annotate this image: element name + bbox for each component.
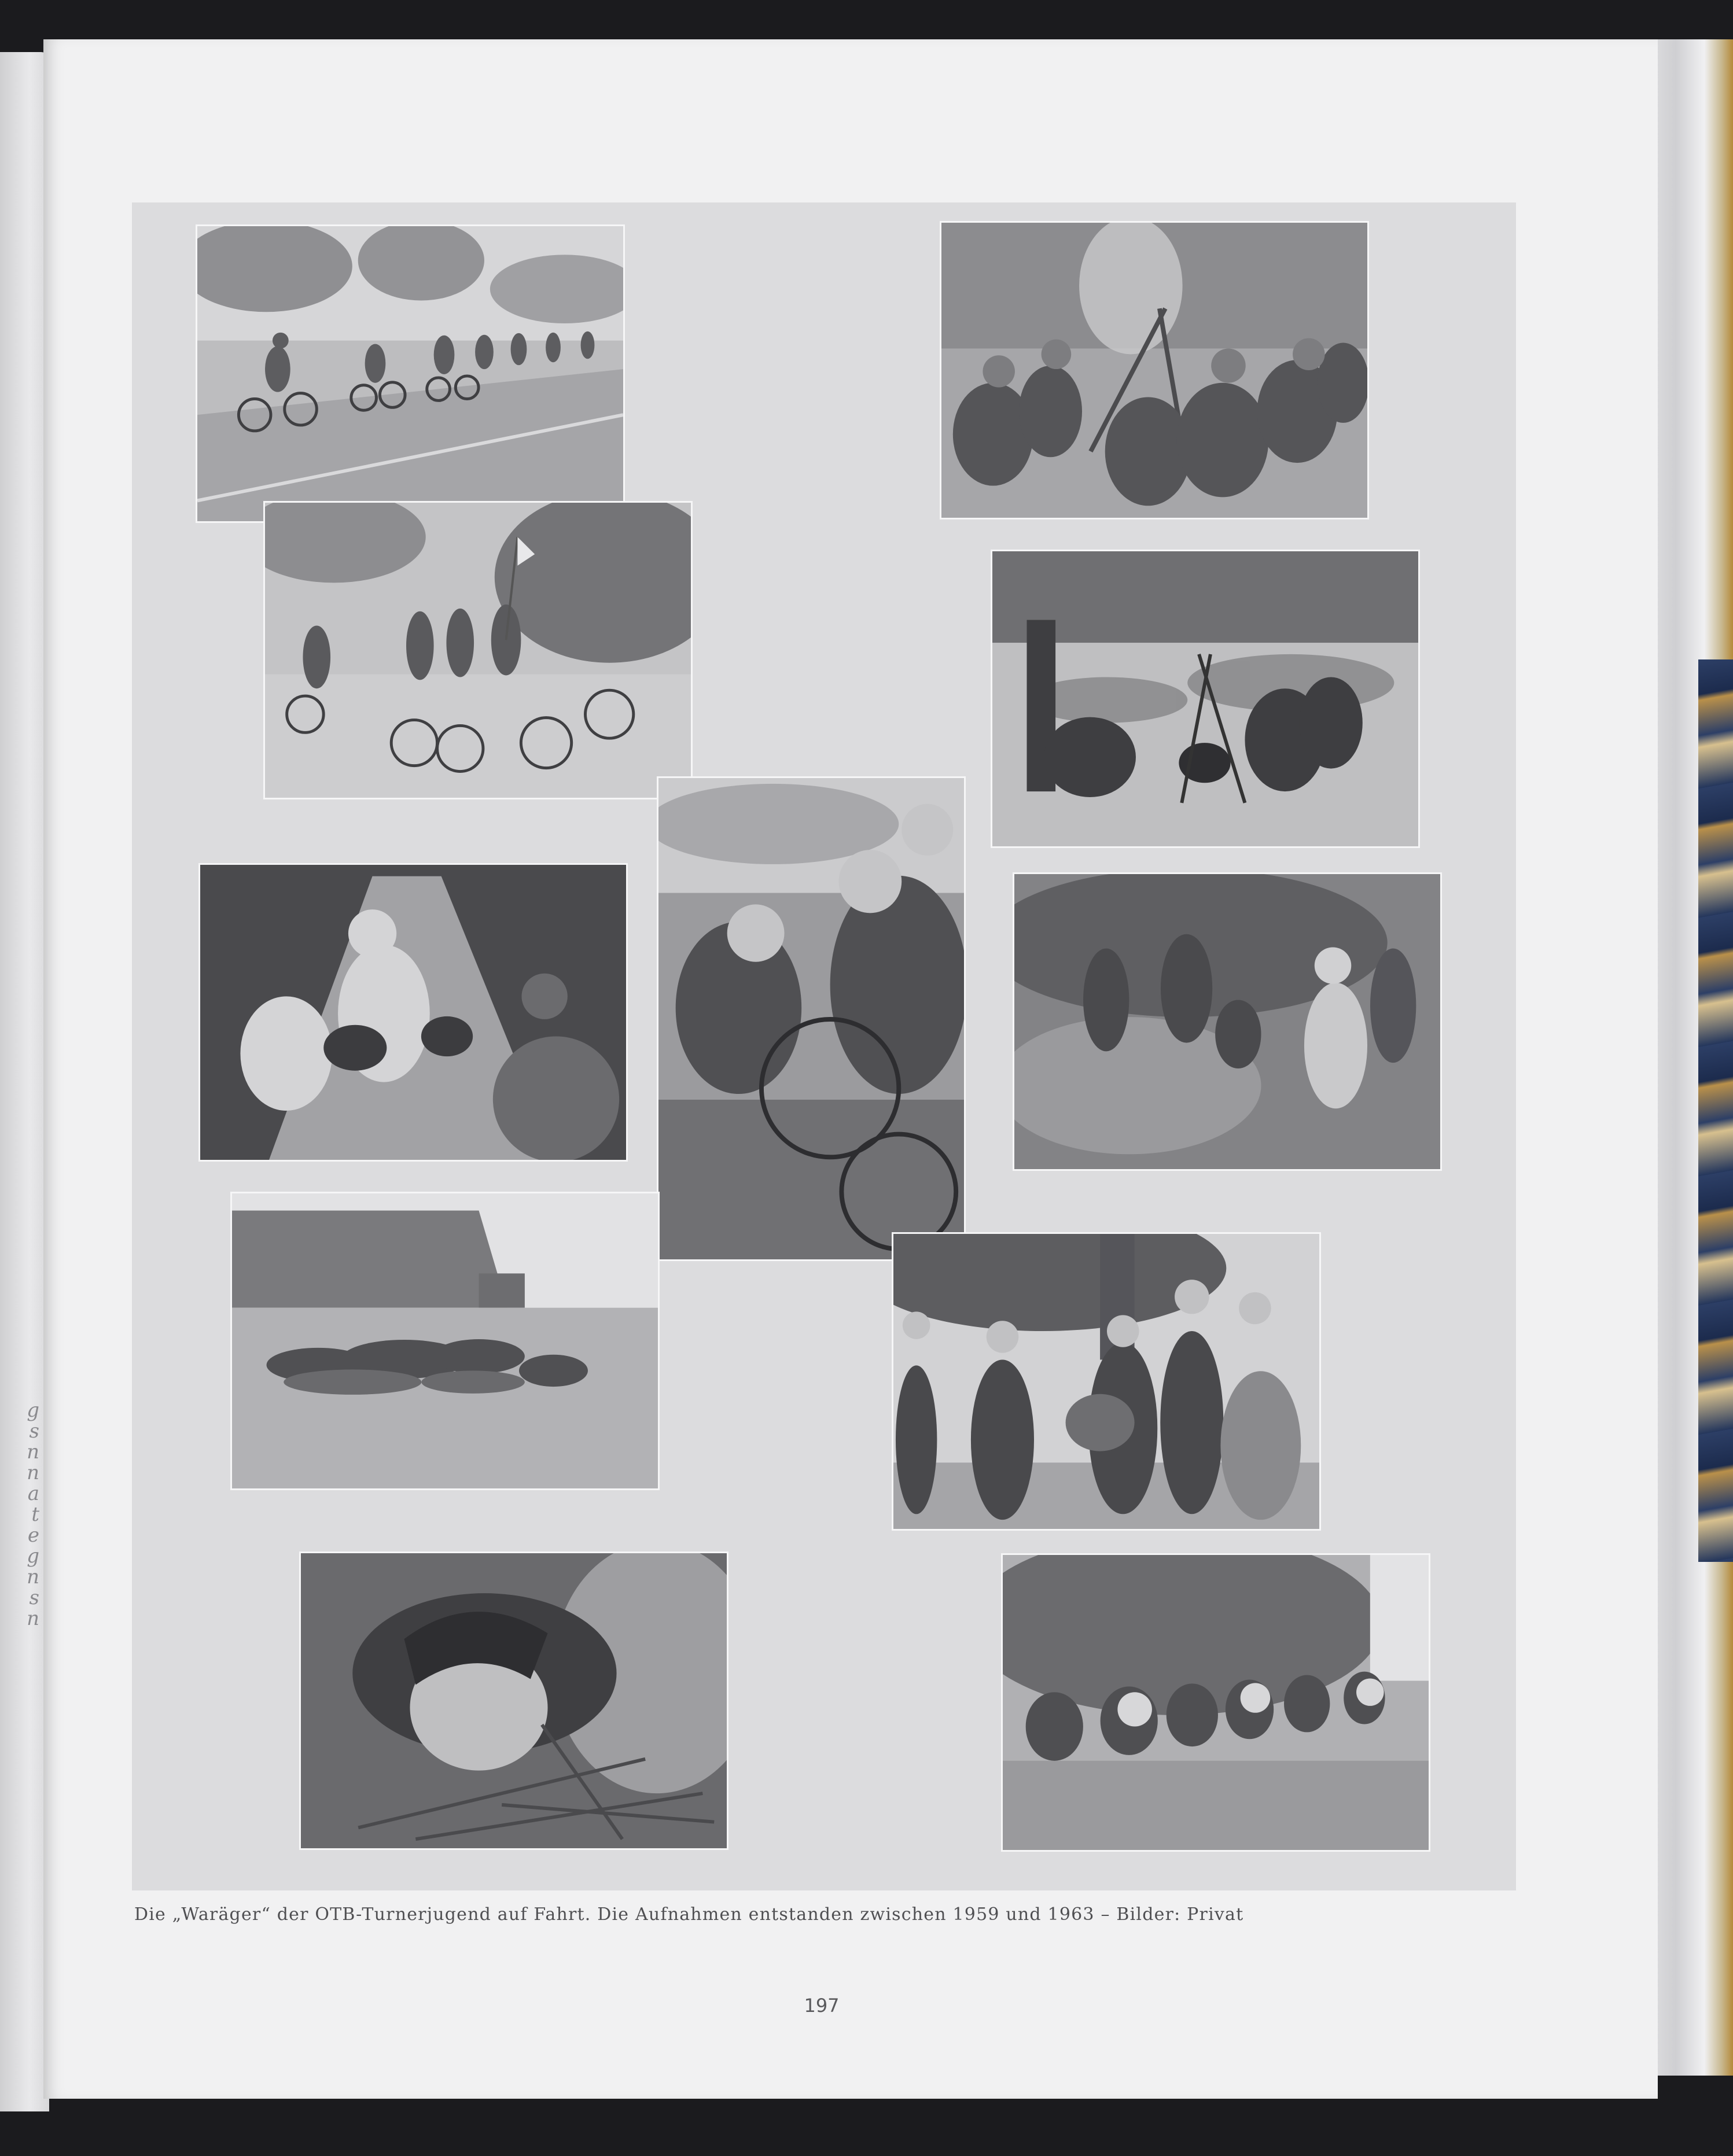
left-page-edge [0,52,49,2111]
margin-fragment: t [31,1503,39,1526]
photo-group-in-front-of-farmhouse [230,1192,660,1490]
margin-fragment: e [27,1524,39,1547]
margin-fragment: g [27,1399,39,1422]
margin-fragment: n [27,1461,39,1484]
photo-chopping-wood [1013,872,1442,1171]
photo-bicycle-repair [657,776,966,1261]
photo-plate [132,202,1516,1890]
photo-cyclists-on-road [196,224,625,523]
margin-fragment: n [27,1607,39,1630]
margin-fragment: g [27,1545,39,1568]
page-number: 197 [804,1995,840,2017]
margin-fragment: s [29,1586,39,1609]
photo-campfire-circle [940,221,1369,519]
book-cover-strip [1698,659,1733,1562]
left-page-margin-text [5,1400,39,1629]
margin-fragment: n [27,1440,39,1464]
photo-blowing-on-fire [299,1551,728,1850]
photo-guitar-group-with-girls [892,1232,1321,1531]
photo-guitar-players-in-tent [198,863,628,1162]
margin-fragment: a [27,1482,39,1505]
photo-group-sitting-by-roadside [1001,1553,1430,1852]
photo-cooking-pot-under-trees [991,550,1420,848]
photo-caption: Die „Waräger“ der OTB-Turnerjugend auf Fahrt. Die Aufnahmen entstanden zwischen 1959 und 1963 – Bilder: Privat [134,1904,1244,1925]
margin-fragment: n [27,1565,39,1589]
photo-bicycles-on-sand-path [263,501,693,799]
margin-fragment: s [29,1420,39,1443]
